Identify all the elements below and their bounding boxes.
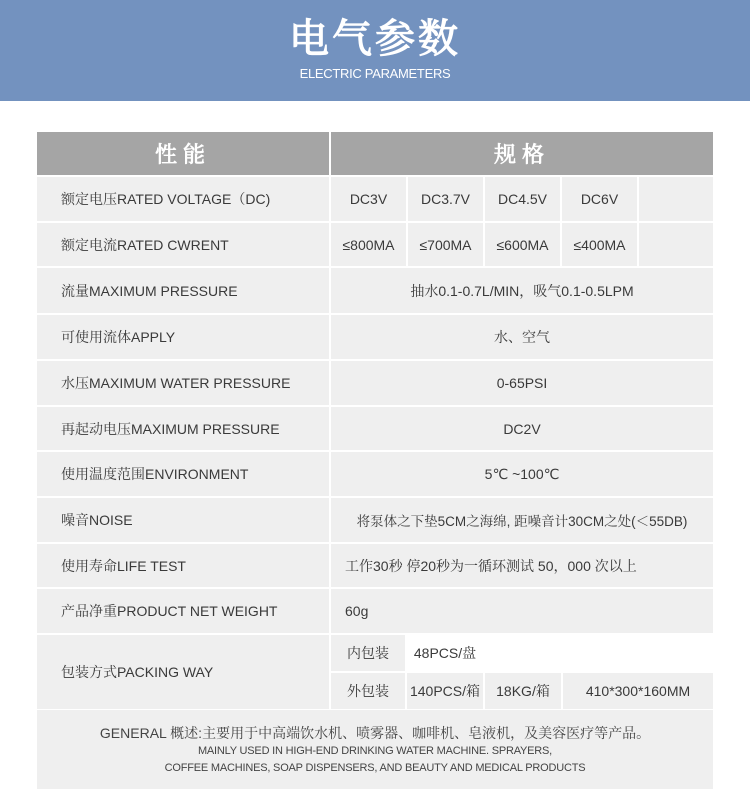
current-value-1: ≤800MA xyxy=(331,223,406,266)
voltage-value-2: DC3.7V xyxy=(408,177,483,221)
packing-outer-label: 外包装 xyxy=(331,673,405,709)
packing-inner-label: 内包装 xyxy=(331,635,405,671)
header-banner xyxy=(0,0,750,101)
current-value-4: ≤400MA xyxy=(562,223,637,266)
voltage-empty-cell xyxy=(639,177,713,221)
water-pressure-value: 0-65PSI xyxy=(331,361,713,405)
row-label-life-test: 使用寿命LIFE TEST xyxy=(37,544,329,587)
general-line-2: MAINLY USED IN HIGH-END DRINKING WATER MACHINE. SPRAYERS, xyxy=(197,745,553,757)
page-title: 电气参数 xyxy=(289,17,461,61)
current-value-2: ≤700MA xyxy=(408,223,483,266)
packing-inner-quantity: 48PCS/盘 xyxy=(407,635,483,671)
row-label-restart-voltage: 再起动电压MAXIMUM PRESSURE xyxy=(37,407,329,450)
row-label-net-weight: 产品净重PRODUCT NET WEIGHT xyxy=(37,589,329,633)
apply-value: 水、空气 xyxy=(331,315,713,359)
row-label-environment: 使用温度范围ENVIRONMENT xyxy=(37,452,329,496)
current-value-3: ≤600MA xyxy=(485,223,560,266)
net-weight-value: 60g xyxy=(331,589,713,633)
packing-inner-empty-2 xyxy=(563,635,713,671)
general-line-3: COFFEE MACHINES, SOAP DISPENSERS, AND BEAUTY AND MEDICAL PRODUCTS xyxy=(164,762,586,774)
column-header-spec: 规格 xyxy=(331,132,713,175)
packing-outer-quantity: 140PCS/箱 xyxy=(407,673,483,709)
row-label-water-pressure: 水压MAXIMUM WATER PRESSURE xyxy=(37,361,329,405)
spec-table xyxy=(37,132,713,789)
current-empty-cell xyxy=(639,223,713,266)
row-label-flow: 流量MAXIMUM PRESSURE xyxy=(37,268,329,313)
general-description xyxy=(37,710,713,789)
general-line-1: GENERAL 概述:主要用于中高端饮水机、喷雾器、咖啡机、皂液机，及美容医疗等产品。 xyxy=(99,725,651,741)
row-label-voltage: 额定电压RATED VOLTAGE（DC) xyxy=(37,177,329,221)
packing-outer-size: 410*300*160MM xyxy=(563,673,713,709)
page-subtitle: ELECTRIC PARAMETERS xyxy=(299,66,451,81)
voltage-value-4: DC6V xyxy=(562,177,637,221)
voltage-value-3: DC4.5V xyxy=(485,177,560,221)
noise-value: 将泵体之下垫5CM之海绵, 距噪音计30CM之处(＜55DB) xyxy=(331,498,713,542)
row-label-current: 额定电流RATED CWRENT xyxy=(37,223,329,266)
column-header-performance: 性能 xyxy=(37,132,329,175)
row-label-packing: 包装方式PACKING WAY xyxy=(37,635,329,709)
flow-value: 抽水0.1-0.7L/MIN，吸气0.1-0.5LPM xyxy=(331,268,713,313)
packing-inner-empty-1 xyxy=(485,635,561,671)
packing-outer-weight: 18KG/箱 xyxy=(485,673,561,709)
restart-voltage-value: DC2V xyxy=(331,407,713,450)
row-label-apply: 可使用流体APPLY xyxy=(37,315,329,359)
environment-value: 5℃ ~100℃ xyxy=(331,452,713,496)
row-label-noise: 噪音NOISE xyxy=(37,498,329,542)
voltage-value-1: DC3V xyxy=(331,177,406,221)
life-test-value: 工作30秒 停20秒为一循环测试 50，000 次以上 xyxy=(331,544,713,587)
